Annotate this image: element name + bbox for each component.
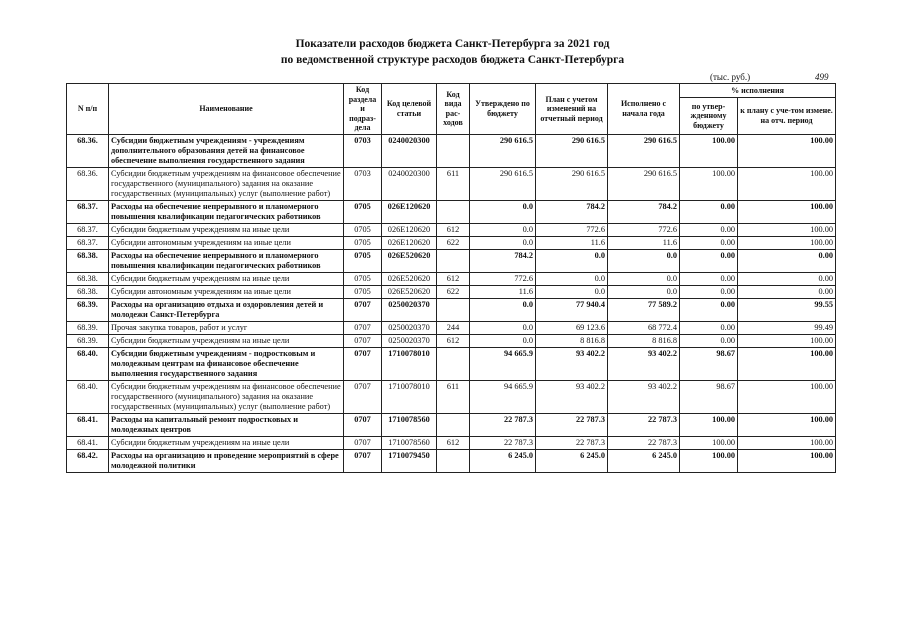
- row-approved: 0.0: [470, 321, 536, 334]
- row-executed: 772.6: [608, 223, 680, 236]
- table-row: [67, 134, 836, 167]
- row-name: Субсидии бюджетным учреждениям - подростковым и молодежным центрам на финансовое обеспечение выполнения государственного задания: [109, 347, 344, 380]
- row-executed: 22 787.3: [608, 436, 680, 449]
- row-plan: 0.0: [536, 249, 608, 272]
- row-plan: 784.2: [536, 200, 608, 223]
- row-executed: 0.0: [608, 249, 680, 272]
- row-number: 68.38.: [67, 272, 109, 285]
- table-row: [67, 321, 836, 334]
- row-pct-plan: 100.00: [738, 236, 836, 249]
- row-plan: 6 245.0: [536, 449, 608, 472]
- row-section-code: 0707: [344, 413, 382, 436]
- table-row: [67, 223, 836, 236]
- row-target-code: 026E520620: [382, 285, 437, 298]
- row-section-code: 0705: [344, 200, 382, 223]
- row-number: 68.41.: [67, 413, 109, 436]
- row-kind-code: [437, 413, 470, 436]
- col-header-approved: Утверждено по бюджету: [470, 84, 536, 135]
- row-number: 68.39.: [67, 334, 109, 347]
- row-name: Расходы на организацию отдыха и оздоровления детей и молодежи Санкт-Петербурга: [109, 298, 344, 321]
- row-plan: 11.6: [536, 236, 608, 249]
- row-pct-plan: 100.00: [738, 449, 836, 472]
- table-row: [67, 285, 836, 298]
- row-number: 68.39.: [67, 321, 109, 334]
- row-section-code: 0705: [344, 249, 382, 272]
- row-target-code: 1710078010: [382, 347, 437, 380]
- col-header-section: Код раздела и подраз-дела: [344, 84, 382, 135]
- row-pct-plan: 0.00: [738, 285, 836, 298]
- row-kind-code: [437, 449, 470, 472]
- row-kind-code: 612: [437, 272, 470, 285]
- table-row: [67, 380, 836, 413]
- row-name: Расходы на капитальный ремонт подростковых и молодежных центров: [109, 413, 344, 436]
- row-pct-plan: 99.55: [738, 298, 836, 321]
- row-pct-approved: 0.00: [680, 200, 738, 223]
- page-number: 499: [815, 72, 829, 82]
- row-pct-approved: 98.67: [680, 380, 738, 413]
- row-kind-code: [437, 298, 470, 321]
- row-executed: 93 402.2: [608, 380, 680, 413]
- row-number: 68.42.: [67, 449, 109, 472]
- row-pct-plan: 100.00: [738, 167, 836, 200]
- row-executed: 290 616.5: [608, 134, 680, 167]
- row-pct-approved: 0.00: [680, 321, 738, 334]
- row-section-code: 0703: [344, 167, 382, 200]
- row-section-code: 0707: [344, 347, 382, 380]
- col-header-pct-plan: к плану с уче-том измене. на отч. период: [738, 98, 836, 134]
- row-pct-plan: 100.00: [738, 347, 836, 380]
- row-executed: 290 616.5: [608, 167, 680, 200]
- row-executed: 68 772.4: [608, 321, 680, 334]
- col-header-name: Наименование: [109, 84, 344, 135]
- row-number: 68.40.: [67, 380, 109, 413]
- row-plan: 0.0: [536, 272, 608, 285]
- row-number: 68.41.: [67, 436, 109, 449]
- row-section-code: 0707: [344, 321, 382, 334]
- row-approved: 0.0: [470, 223, 536, 236]
- row-kind-code: [437, 347, 470, 380]
- row-plan: 93 402.2: [536, 347, 608, 380]
- row-section-code: 0705: [344, 236, 382, 249]
- col-header-pct-approved: по утвер-жденному бюджету: [680, 98, 738, 134]
- row-plan: 290 616.5: [536, 134, 608, 167]
- row-target-code: 026E520620: [382, 249, 437, 272]
- row-approved: 290 616.5: [470, 134, 536, 167]
- row-name: Субсидии бюджетным учреждениям на иные цели: [109, 436, 344, 449]
- row-pct-approved: 0.00: [680, 249, 738, 272]
- table-row: [67, 436, 836, 449]
- row-pct-plan: 0.00: [738, 272, 836, 285]
- row-section-code: 0703: [344, 134, 382, 167]
- budget-table: [66, 83, 836, 473]
- row-executed: 22 787.3: [608, 413, 680, 436]
- row-target-code: 0250020370: [382, 334, 437, 347]
- row-plan: 772.6: [536, 223, 608, 236]
- row-pct-approved: 100.00: [680, 167, 738, 200]
- row-name: Субсидии бюджетным учреждениям на финансовое обеспечение государственного (муниципального) задания на оказание государственных (муниципальных) услуг (выполнение работ): [109, 380, 344, 413]
- row-target-code: 1710078010: [382, 380, 437, 413]
- row-approved: 22 787.3: [470, 413, 536, 436]
- table-row: [67, 167, 836, 200]
- table-row: [67, 413, 836, 436]
- row-approved: 290 616.5: [470, 167, 536, 200]
- row-name: Субсидии бюджетным учреждениям на финансовое обеспечение государственного (муниципального) задания на оказание государственных (муниципальных) услуг (выполнение работ): [109, 167, 344, 200]
- row-pct-plan: 100.00: [738, 200, 836, 223]
- row-name: Субсидии автономным учреждениям на иные цели: [109, 236, 344, 249]
- row-number: 68.36.: [67, 167, 109, 200]
- row-section-code: 0705: [344, 272, 382, 285]
- row-section-code: 0707: [344, 436, 382, 449]
- row-target-code: 0250020370: [382, 321, 437, 334]
- row-pct-approved: 0.00: [680, 285, 738, 298]
- row-kind-code: 612: [437, 334, 470, 347]
- row-target-code: 026E520620: [382, 272, 437, 285]
- row-number: 68.40.: [67, 347, 109, 380]
- row-approved: 784.2: [470, 249, 536, 272]
- row-kind-code: 244: [437, 321, 470, 334]
- row-pct-approved: 0.00: [680, 236, 738, 249]
- row-kind-code: [437, 200, 470, 223]
- row-target-code: 1710078560: [382, 413, 437, 436]
- table-row: [67, 200, 836, 223]
- units-label: (тыс. руб.): [710, 72, 751, 82]
- row-kind-code: [437, 134, 470, 167]
- row-pct-plan: 100.00: [738, 134, 836, 167]
- row-pct-plan: 100.00: [738, 436, 836, 449]
- row-kind-code: 611: [437, 167, 470, 200]
- row-approved: 0.0: [470, 236, 536, 249]
- row-approved: 94 665.9: [470, 380, 536, 413]
- row-number: 68.37.: [67, 223, 109, 236]
- row-executed: 11.6: [608, 236, 680, 249]
- row-plan: 0.0: [536, 285, 608, 298]
- table-row: [67, 249, 836, 272]
- row-pct-plan: 100.00: [738, 413, 836, 436]
- report-subtitle: по ведомственной структуре расходов бюджета Санкт-Петербурга: [280, 54, 625, 66]
- row-executed: 0.0: [608, 285, 680, 298]
- row-number: 68.37.: [67, 200, 109, 223]
- table-row: [67, 298, 836, 321]
- row-pct-plan: 100.00: [738, 380, 836, 413]
- row-number: 68.38.: [67, 285, 109, 298]
- row-pct-plan: 99.49: [738, 321, 836, 334]
- row-executed: 6 245.0: [608, 449, 680, 472]
- row-plan: 69 123.6: [536, 321, 608, 334]
- row-target-code: 0250020370: [382, 298, 437, 321]
- col-header-executed: Исполнено с начала года: [608, 84, 680, 135]
- row-approved: 0.0: [470, 298, 536, 321]
- row-plan: 93 402.2: [536, 380, 608, 413]
- row-pct-approved: 0.00: [680, 272, 738, 285]
- row-section-code: 0707: [344, 298, 382, 321]
- row-executed: 8 816.8: [608, 334, 680, 347]
- row-pct-approved: 100.00: [680, 449, 738, 472]
- row-executed: 784.2: [608, 200, 680, 223]
- row-approved: 94 665.9: [470, 347, 536, 380]
- row-approved: 22 787.3: [470, 436, 536, 449]
- col-header-pct-group: % исполнения: [680, 84, 836, 98]
- row-number: 68.39.: [67, 298, 109, 321]
- table-row: [67, 272, 836, 285]
- row-pct-approved: 0.00: [680, 334, 738, 347]
- row-kind-code: 611: [437, 380, 470, 413]
- col-header-num: N п/п: [67, 84, 109, 135]
- row-name: Расходы на организацию и проведение мероприятий в сфере молодежной политики: [109, 449, 344, 472]
- row-approved: 772.6: [470, 272, 536, 285]
- row-executed: 93 402.2: [608, 347, 680, 380]
- row-section-code: 0707: [344, 334, 382, 347]
- table-row: [67, 334, 836, 347]
- row-name: Субсидии бюджетным учреждениям на иные цели: [109, 272, 344, 285]
- row-approved: 0.0: [470, 334, 536, 347]
- row-kind-code: 612: [437, 223, 470, 236]
- row-section-code: 0705: [344, 285, 382, 298]
- col-header-kind: Код вида рас-ходов: [437, 84, 470, 135]
- row-name: Субсидии бюджетным учреждениям - учреждениям дополнительного образования детей на финансовое обеспечение выполнения государственного задания: [109, 134, 344, 167]
- row-pct-approved: 0.00: [680, 298, 738, 321]
- row-pct-approved: 100.00: [680, 436, 738, 449]
- row-executed: 77 589.2: [608, 298, 680, 321]
- row-name: Расходы на обеспечение непрерывного и планомерного повышения квалификации педагогических работников: [109, 249, 344, 272]
- row-kind-code: 622: [437, 236, 470, 249]
- table-body: [67, 134, 836, 472]
- col-header-target: Код целевой статьи: [382, 84, 437, 135]
- row-target-code: 0240020300: [382, 167, 437, 200]
- row-name: Расходы на обеспечение непрерывного и планомерного повышения квалификации педагогических работников: [109, 200, 344, 223]
- row-target-code: 0240020300: [382, 134, 437, 167]
- row-pct-plan: 100.00: [738, 223, 836, 236]
- row-executed: 0.0: [608, 272, 680, 285]
- report-title: Показатели расходов бюджета Санкт-Петербурга за 2021 год: [295, 38, 610, 50]
- row-pct-plan: 100.00: [738, 334, 836, 347]
- table-row: [67, 449, 836, 472]
- row-name: Субсидии бюджетным учреждениям на иные цели: [109, 334, 344, 347]
- row-section-code: 0707: [344, 449, 382, 472]
- row-plan: 8 816.8: [536, 334, 608, 347]
- row-number: 68.36.: [67, 134, 109, 167]
- row-target-code: 1710078560: [382, 436, 437, 449]
- row-number: 68.38.: [67, 249, 109, 272]
- row-section-code: 0705: [344, 223, 382, 236]
- table-row: [67, 347, 836, 380]
- row-name: Субсидии автономным учреждениям на иные цели: [109, 285, 344, 298]
- row-plan: 22 787.3: [536, 436, 608, 449]
- row-pct-plan: 0.00: [738, 249, 836, 272]
- row-target-code: 026E120620: [382, 236, 437, 249]
- row-plan: 22 787.3: [536, 413, 608, 436]
- row-name: Прочая закупка товаров, работ и услуг: [109, 321, 344, 334]
- col-header-plan: План с учетом изменений на отчетный период: [536, 84, 608, 135]
- row-pct-approved: 100.00: [680, 413, 738, 436]
- row-kind-code: 622: [437, 285, 470, 298]
- row-target-code: 026E120620: [382, 200, 437, 223]
- row-kind-code: [437, 249, 470, 272]
- row-approved: 11.6: [470, 285, 536, 298]
- row-approved: 6 245.0: [470, 449, 536, 472]
- row-kind-code: 612: [437, 436, 470, 449]
- row-target-code: 026E120620: [382, 223, 437, 236]
- row-plan: 77 940.4: [536, 298, 608, 321]
- row-pct-approved: 100.00: [680, 134, 738, 167]
- row-section-code: 0707: [344, 380, 382, 413]
- row-plan: 290 616.5: [536, 167, 608, 200]
- row-number: 68.37.: [67, 236, 109, 249]
- row-approved: 0.0: [470, 200, 536, 223]
- row-name: Субсидии бюджетным учреждениям на иные цели: [109, 223, 344, 236]
- table-row: [67, 236, 836, 249]
- row-pct-approved: 98.67: [680, 347, 738, 380]
- row-target-code: 1710079450: [382, 449, 437, 472]
- row-pct-approved: 0.00: [680, 223, 738, 236]
